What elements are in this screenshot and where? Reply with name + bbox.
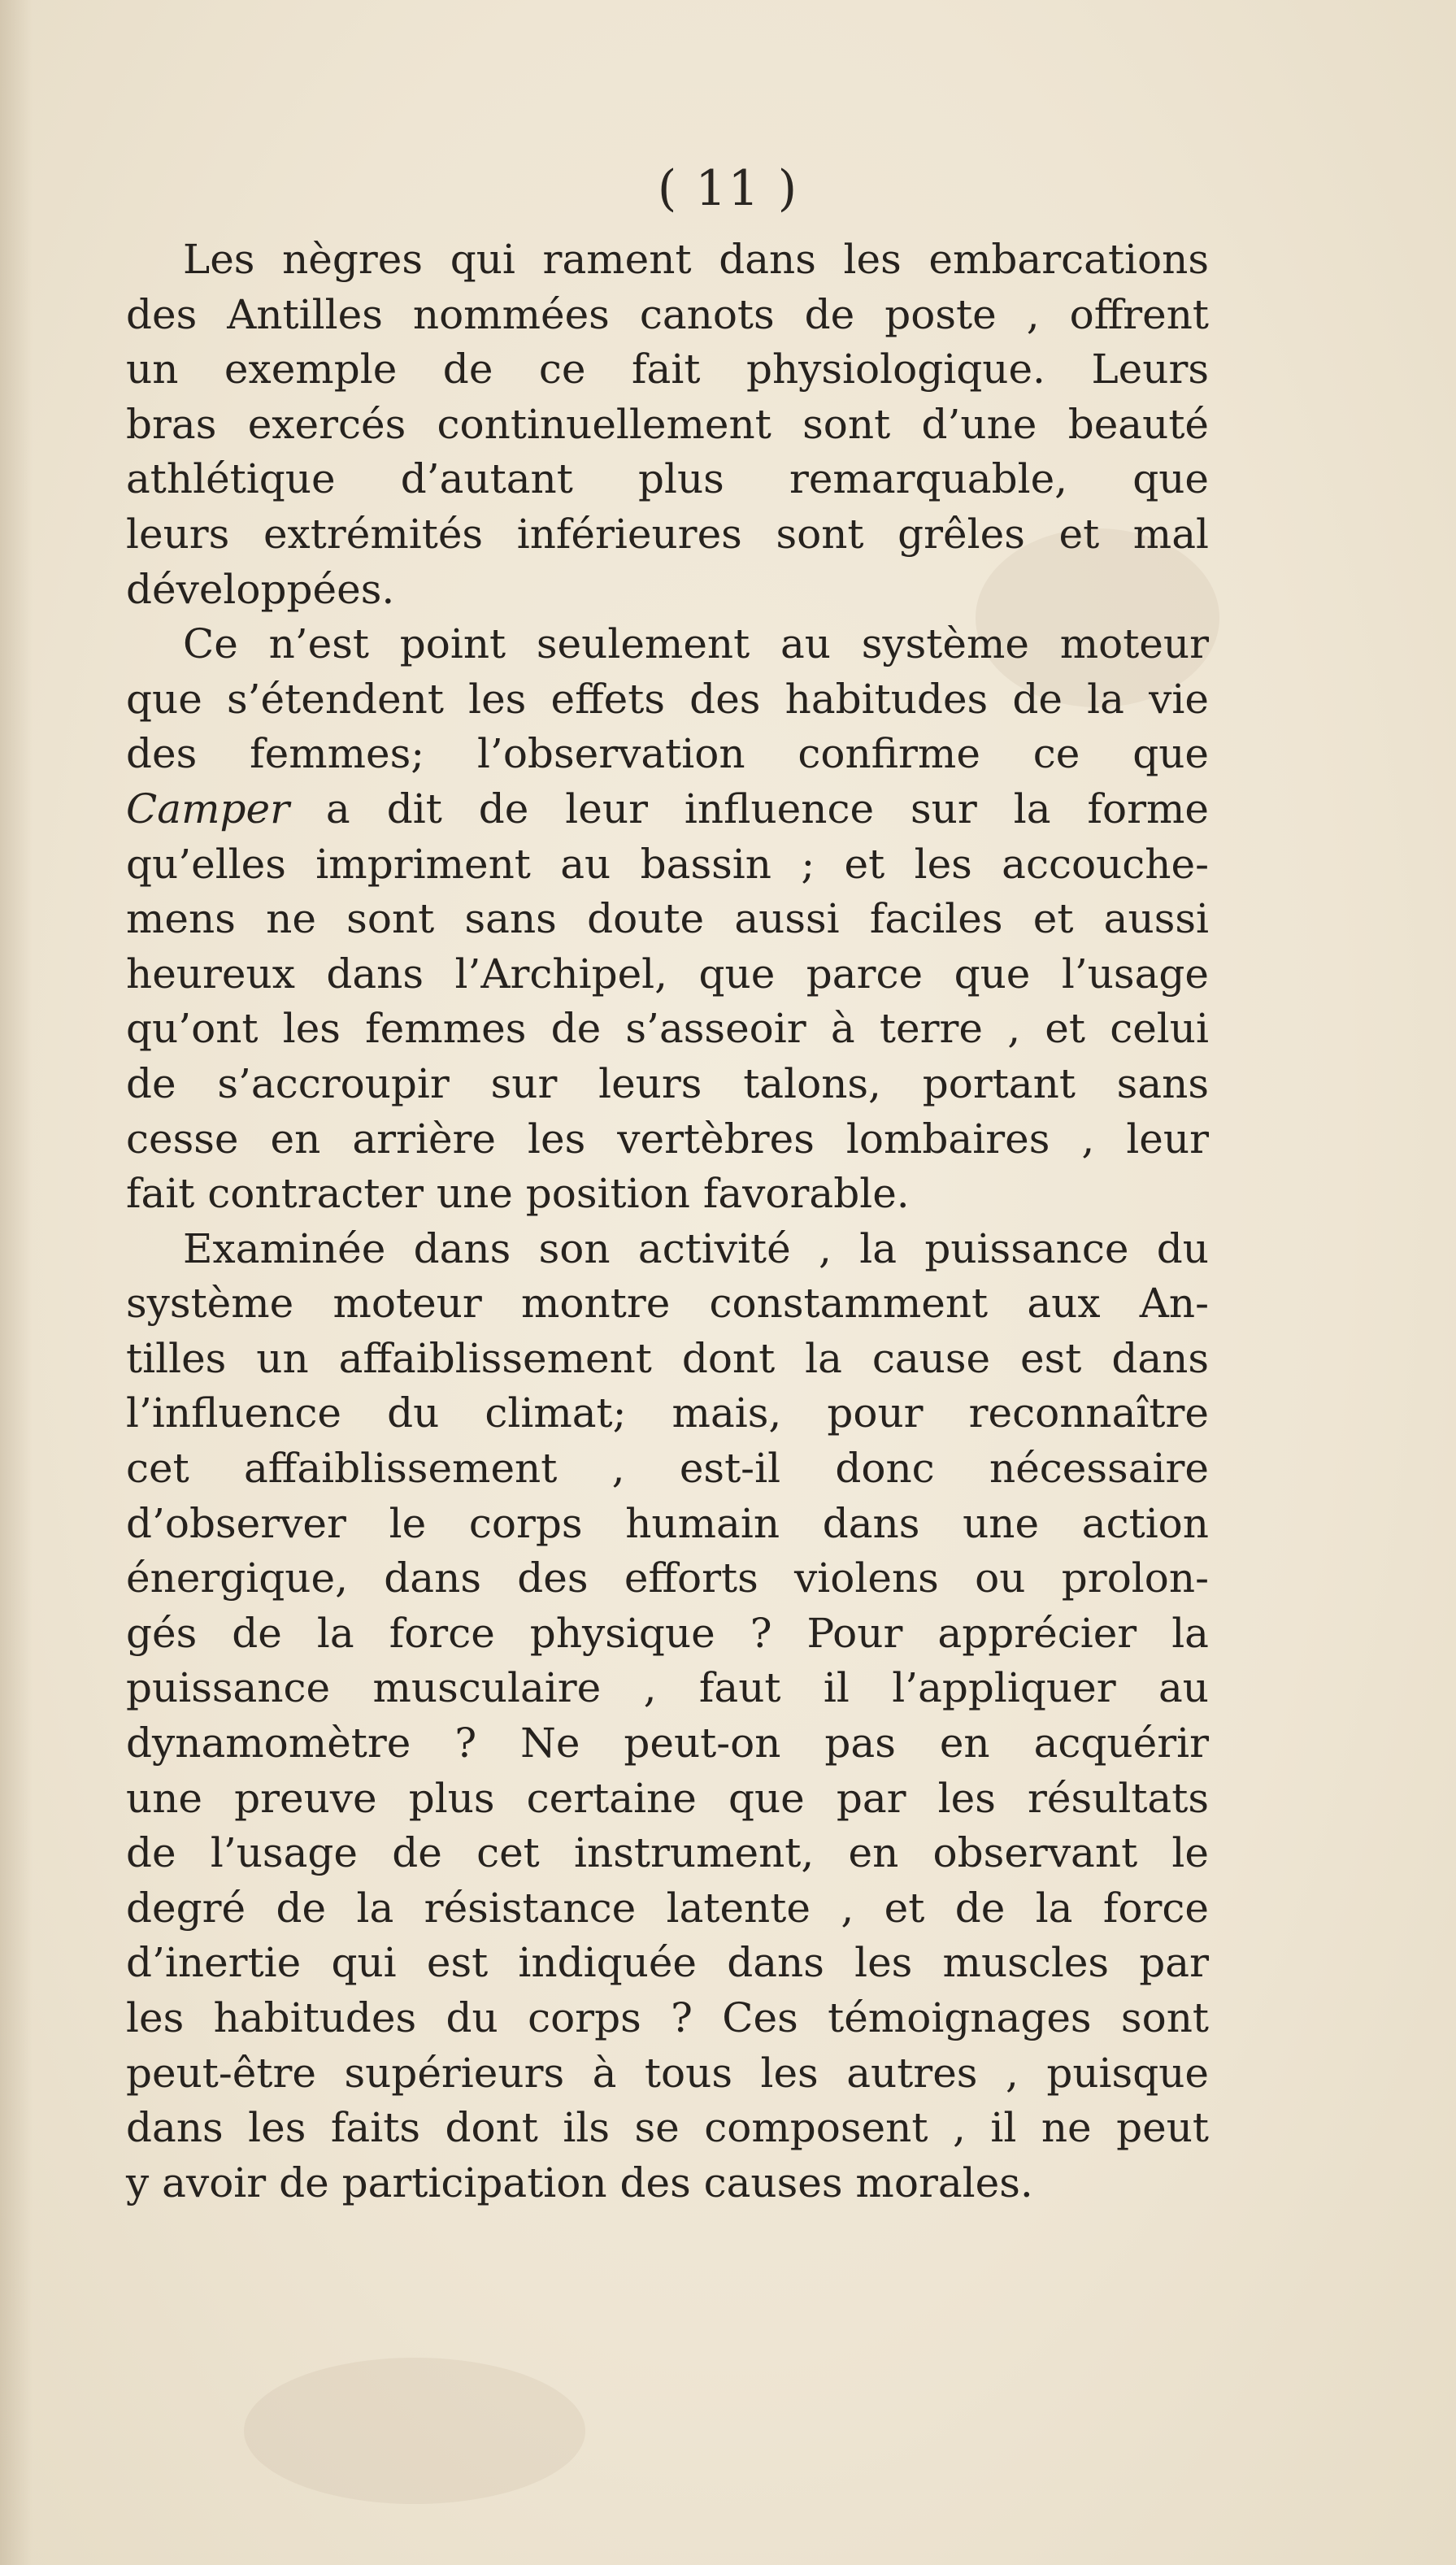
text-line: Ce n’est point seulement au système moteur xyxy=(183,620,1209,668)
text-line: qu’ont les femmes de s’asseoir à terre , et celui xyxy=(126,1005,1209,1053)
author-name: Camper xyxy=(126,785,289,833)
text-line: une preuve plus certaine que par les résultats xyxy=(126,1774,1209,1822)
text-line: de l’usage de cet instrument, en observant le xyxy=(126,1829,1209,1877)
text-line: qu’elles impriment au bassin ; et les accouche- xyxy=(126,840,1209,888)
text-line: fait contracter une position favorable. xyxy=(126,1170,910,1218)
text-line: Examinée dans son activité , la puissance du xyxy=(183,1224,1209,1272)
text-line: athlétique d’autant plus remarquable, que xyxy=(126,455,1209,503)
text-line: Camper a dit de leur influence sur la forme xyxy=(126,785,1209,833)
text-line: développées. xyxy=(126,565,395,613)
text-line: y avoir de participation des causes morales. xyxy=(126,2159,1033,2206)
text-line: les habitudes du corps ? Ces témoignages sont xyxy=(126,1994,1209,2041)
text-line: des femmes; l’observation confirme ce que xyxy=(126,730,1209,778)
text-line: mens ne sont sans doute aussi faciles et aussi xyxy=(126,895,1209,943)
text-line: de s’accroupir sur leurs talons, portant sans xyxy=(126,1059,1209,1107)
text-line: d’inertie qui est indiquée dans les muscles par xyxy=(126,1939,1209,1987)
page-edge-shadow xyxy=(0,0,33,2565)
text-line: système moteur montre constamment aux An- xyxy=(126,1280,1209,1328)
paper-stain xyxy=(244,2358,585,2504)
paragraph xyxy=(126,617,1209,1222)
text-line: Les nègres qui rament dans les embarcations xyxy=(183,236,1209,283)
body-text xyxy=(126,233,1209,2211)
text-line: puissance musculaire , faut il l’appliquer au xyxy=(126,1664,1209,1712)
paragraph xyxy=(126,1222,1209,2211)
text-line: des Antilles nommées canots de poste , offrent xyxy=(126,290,1209,338)
text-line: heureux dans l’Archipel, que parce que l’usage xyxy=(126,950,1209,998)
paragraph xyxy=(126,233,1209,617)
text-line: dynamomètre ? Ne peut-on pas en acquérir xyxy=(126,1719,1209,1767)
text-line: cet affaiblissement , est-il donc nécessaire xyxy=(126,1445,1209,1493)
text-line: degré de la résistance latente , et de la force xyxy=(126,1884,1209,1932)
text-line: tilles un affaiblissement dont la cause est dans xyxy=(126,1334,1209,1382)
text-line: cesse en arrière les vertèbres lombaires , leur xyxy=(126,1115,1209,1163)
text-line: d’observer le corps humain dans une action xyxy=(126,1499,1209,1547)
page-number: ( 11 ) xyxy=(657,160,799,217)
text-line: dans les faits dont ils se composent , il ne peut xyxy=(126,2104,1209,2152)
text-line: l’influence du climat; mais, pour reconnaître xyxy=(126,1389,1209,1437)
text-line: un exemple de ce fait physiologique. Leurs xyxy=(126,346,1209,393)
text-line: gés de la force physique ? Pour apprécier la xyxy=(126,1609,1209,1657)
text-line: bras exercés continuellement sont d’une beauté xyxy=(126,400,1209,448)
text-line: peut-être supérieurs à tous les autres , puisque xyxy=(126,2049,1209,2097)
text-line: leurs extrémités inférieures sont grêles et mal xyxy=(126,510,1209,558)
text-line: énergique, dans des efforts violens ou prolon- xyxy=(126,1554,1209,1602)
text-line: que s’étendent les effets des habitudes de la vie xyxy=(126,675,1209,723)
